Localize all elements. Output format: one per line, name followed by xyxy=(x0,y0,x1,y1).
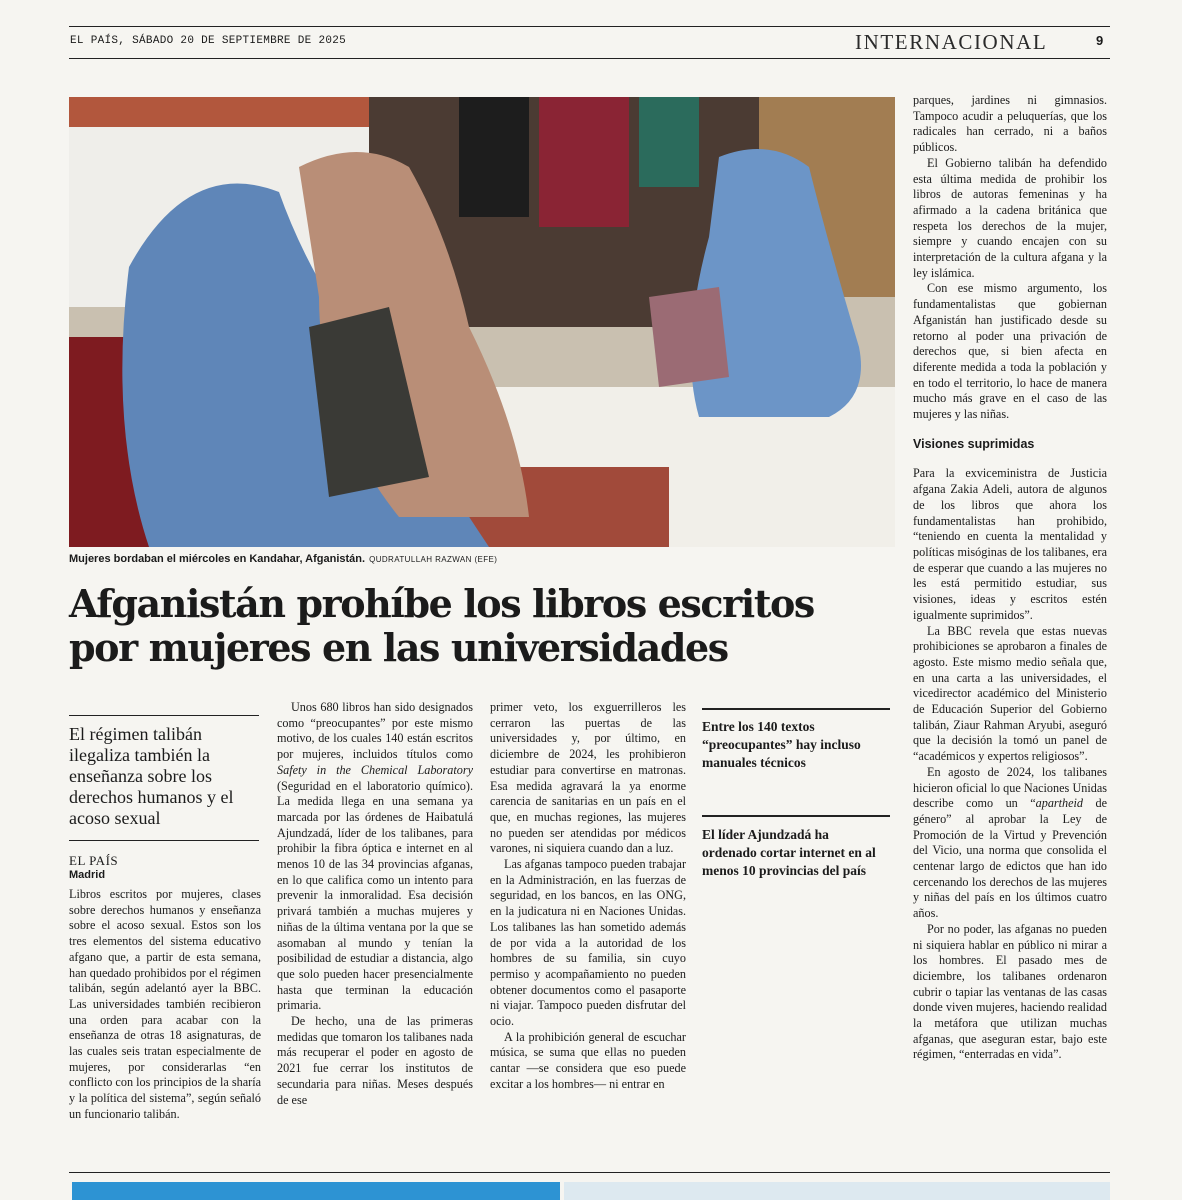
top-rule xyxy=(69,26,1110,27)
bottom-rule xyxy=(69,1172,1110,1173)
paragraph: La BBC revela que estas nuevas prohibiciones se aprobaron a finales de agosto. Este mismo medio señala que, en una carta a las universidades, el vicedirector académico del Ministerio de Educación Superior del Gobierno talibán, Ziaur Rahman Aryubi, aseguró que la decisión la tomó un panel de “académicos y expertos religiosos”. xyxy=(913,623,1107,764)
pull-quote-rule xyxy=(702,708,890,710)
column-3 xyxy=(490,700,686,1093)
dek: El régimen talibán ilegaliza también la enseñanza sobre los derechos humanos y el acoso sexual xyxy=(69,724,234,828)
paragraph: parques, jardines ni gimnasios. Tampoco acudir a peluquerías, que los radicales han cerrado, ni a baños públicos. xyxy=(913,93,1107,155)
text-run: En agosto de 2024, los talibanes hicieron oficial lo que Naciones Unidas describe como un “ xyxy=(913,764,1107,811)
page-number: 9 xyxy=(1096,33,1104,48)
paragraph: primer veto, los exguerrilleros les cerraron las puertas de las universidades y, por último, en diciembre de 2024, les prohibieron estudiar para convertirse en matronas. Esa medida agravará la ya enorme carencia de sanitarias en un país en el que, en muchas regiones, las mujeres no pueden ser atendidas por médicos varones, ni siquiera cuando dan a luz. xyxy=(490,700,686,856)
book-title: Safety in the Chemical Laboratory xyxy=(277,762,473,777)
paragraph: Las afganas tampoco pueden trabajar en la Administración, en las fuerzas de seguridad, en los bancos, en las ONG, en la judicatura ni en Naciones Unidas. Los talibanes las han sometido además de por vida a la autoridad de los hombres de su familia, sin cuyo permiso y acompañamiento no pueden obtener documentos como el pasaporte ni viajar. Tampoco pueden disfrutar del ocio. xyxy=(490,857,686,1029)
paragraph: Libros escritos por mujeres, clases sobre derechos humanos y enseñanza sobre el acoso sexual. Estos son los tres elementos del sistema educativo afgano que, a partir de esta semana, han quedado prohibidos por el régimen talibán, según adelantó ayer la BBC. Las universidades también recibieron una orden para acabar con la enseñanza de otras 18 asignaturas, de las cuales seis tratan especialmente de mujeres, por considerarlas “en conflicto con los principios de la sharía y la política del sistema”, según señaló un funcionario talibán. xyxy=(69,887,261,1121)
headline-line-1: Afganistán prohíbe los libros escritos xyxy=(69,581,814,626)
column-1 xyxy=(69,887,261,1123)
text-run: (Seguridad en el laboratorio químico). La medida llega en una semana ya marcada por las órdenes de Haibatulá Ajundzadá, líder de los talibanes, para prohibir la fibra óptica e internet en al menos 10 de las 34 provincias afganas, en lo que califica como un intento para prevenir la inmoralidad. Esa decisión privará también a muchas mujeres y niñas de la última ventana por la que se asomaban al mundo y tenían la posibilidad de estudiar a distancia, algo que solo pueden hacer presencialmente hasta que terminan la educación primaria. xyxy=(277,778,473,1013)
term: apartheid xyxy=(1035,796,1084,811)
paragraph xyxy=(913,765,1107,922)
section-title: INTERNACIONAL xyxy=(855,30,1048,54)
photo-illustration xyxy=(69,97,895,547)
paragraph: Por no poder, las afganas no pueden ni siquiera hablar en público ni mirar a los hombres. El pasado mes de diciembre, los talibanes ordenaron cubrir o tapiar las ventanas de las casas donde viven mujeres, haciendo realidad la metáfora que utilizan muchas afganas, que aseguran estar, bajo este régimen, “enterradas en vida”. xyxy=(913,921,1107,1062)
column-2 xyxy=(277,700,473,1108)
paragraph: Para la exviceministra de Justicia afgana Zakia Adeli, autora de algunos de los libros que ahora los fundamentalistas han prohibido, “teniendo en cuenta la mentalidad y políticas misóginas de los talibanes, era de esperar que cuando a las mujeres no les está permitido estudiar, sus visiones, ideas y escritos estén igualmente suprimidos”. xyxy=(913,466,1107,622)
byline: EL PAÍS xyxy=(69,853,119,868)
pull-quote: Entre los 140 textos “preocupantes” hay incluso manuales técnicos xyxy=(702,719,861,770)
dek-rule xyxy=(69,715,259,716)
byline-rule xyxy=(69,840,259,841)
subheading: Visiones suprimidas xyxy=(913,436,1035,451)
paragraph: El Gobierno talibán ha defendido esta última medida de prohibir los libros de autoras femeninas y ha afirmado a la cadena británica que respeta los derechos de la mujer, siempre y cuando encajen con su interpretación de la cultura afgana y la ley islámica. xyxy=(913,155,1107,280)
header-rule xyxy=(69,58,1110,59)
text-run: Unos 680 libros han sido designados como “preocupantes” por este mismo motivo, de los cuales 140 están escritos por mujeres, incluidos títulos como xyxy=(277,700,473,762)
article-photo xyxy=(69,97,895,547)
pull-quote: El líder Ajundzadá ha ordenado cortar internet en al menos 10 provincias del país xyxy=(702,827,876,878)
paragraph xyxy=(277,700,473,1014)
column-5 xyxy=(913,93,1107,1063)
ad-band xyxy=(564,1182,1110,1200)
text-run: de género” al aprobar la Ley de Promoción de la Virtud y Prevención del Vicio, una norma que consolida el centenar largo de edictos que han ido cercenando los derechos de las mujeres y niñas del país en los últimos cuatro años. xyxy=(913,796,1107,921)
paragraph: De hecho, una de las primeras medidas que tomaron los talibanes nada más recuperar el poder en agosto de 2021 fue cerrar los institutos de secundaria para niñas. Meses después de ese xyxy=(277,1014,473,1107)
headline xyxy=(69,582,889,670)
paragraph: A la prohibición general de escuchar música, se suma que ellas no pueden cantar —se considera que eso puede excitar a los hombres— ni entrar en xyxy=(490,1029,686,1091)
ad-band xyxy=(72,1182,560,1200)
photo-caption xyxy=(69,553,497,565)
caption-text: Mujeres bordaban el miércoles en Kandahar, Afganistán. xyxy=(69,553,366,565)
photo-credit: QUDRATULLAH RAZWAN (EFE) xyxy=(369,555,498,564)
paragraph: Con ese mismo argumento, los fundamentalistas que gobiernan Afganistán han justificado desde su retorno al poder una privación de derechos que, si bien afecta en diferente medida a toda la población y en todo el territorio, lo hace de manera mucho más grave en el caso de las mujeres y las niñas. xyxy=(913,281,1107,422)
running-head: EL PAÍS, SÁBADO 20 DE SEPTIEMBRE DE 2025 xyxy=(70,35,347,47)
headline-line-2: por mujeres en las universidades xyxy=(69,625,728,670)
byline-location: Madrid xyxy=(69,869,106,881)
pull-quote-rule xyxy=(702,815,890,817)
